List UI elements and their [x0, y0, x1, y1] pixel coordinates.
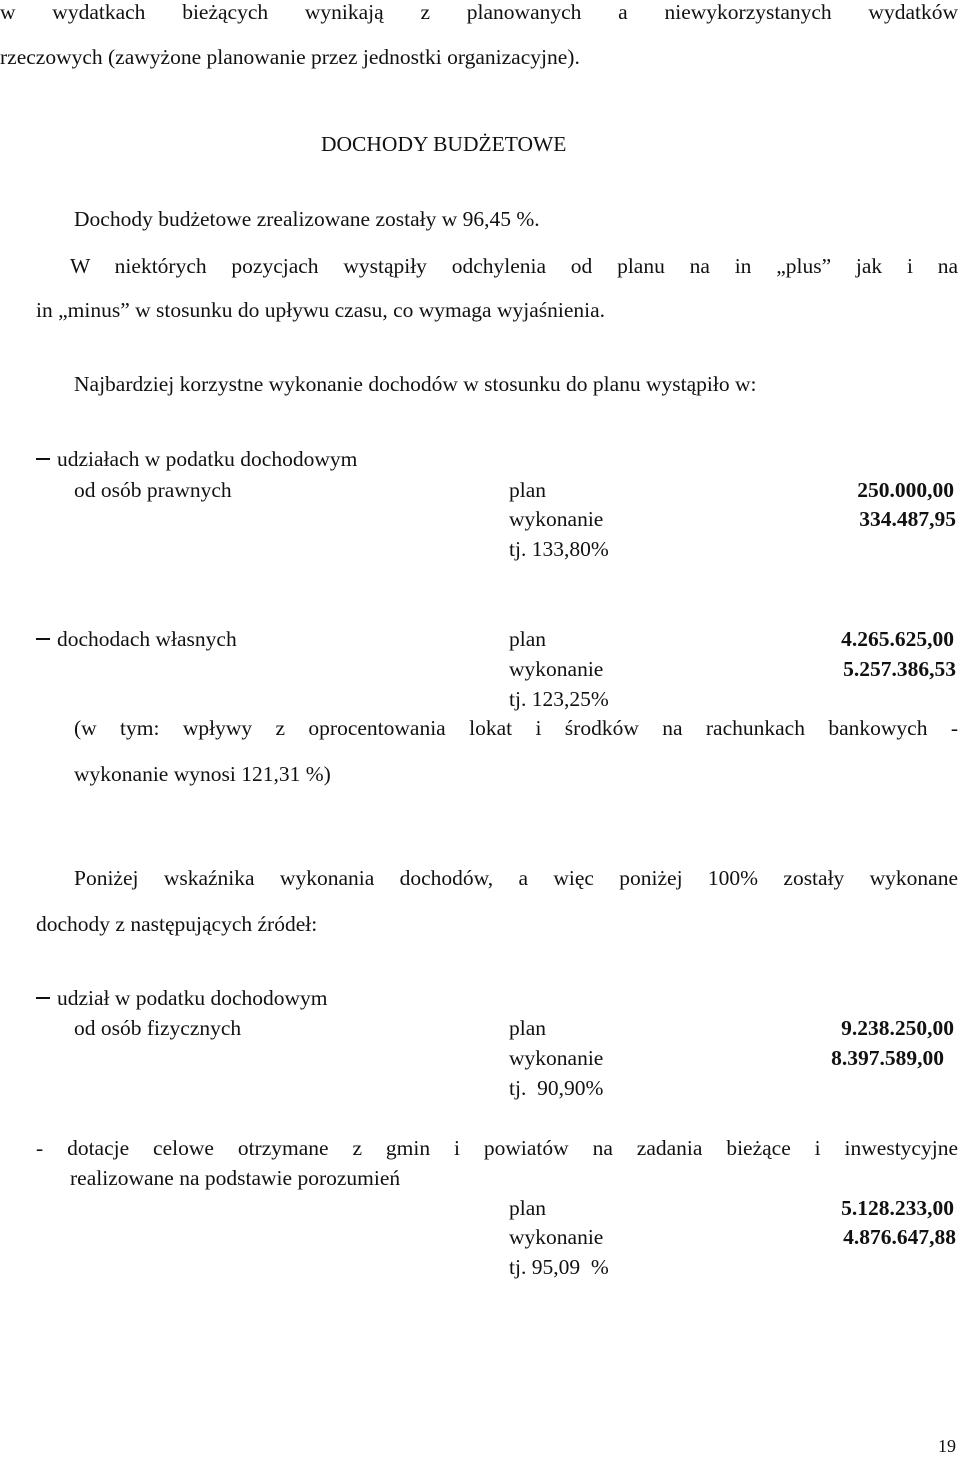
plan-label: plan — [509, 478, 547, 502]
plan-value: 250.000,00 — [857, 478, 954, 502]
percent-value: tj. 133,80% — [509, 537, 609, 561]
below-intro-line-1: Poniżej wskaźnika wykonania dochodów, a więc poniżej 100% zostały wykonane — [74, 866, 958, 890]
wykonanie-value: 4.876.647,88 — [843, 1225, 956, 1249]
summary-paragraph: Dochody budżetowe zrealizowane zostały w 96,45 %. — [74, 207, 540, 231]
wykonanie-label: wykonanie — [509, 507, 604, 531]
item-note-line-2: wykonanie wynosi 121,31 %) — [74, 762, 331, 786]
wykonanie-value: 8.397.589,00 — [831, 1046, 944, 1070]
item-title-cont: realizowane na podstawie porozumień — [70, 1166, 401, 1190]
wykonanie-value: 334.487,95 — [859, 507, 956, 531]
list-dash — [36, 997, 50, 999]
wykonanie-value: 5.257.386,53 — [843, 657, 956, 681]
plan-value: 5.128.233,00 — [841, 1196, 954, 1220]
section-heading: DOCHODY BUDŻETOWE — [321, 132, 567, 156]
list-dash — [36, 458, 50, 460]
plan-value: 9.238.250,00 — [841, 1016, 954, 1040]
item-title: udziałach w podatku dochodowym — [57, 447, 358, 471]
plan-label: plan — [509, 1016, 547, 1040]
below-intro-line-2: dochody z następujących źródeł: — [36, 912, 318, 936]
deviation-line-1: W niektórych pozycjach wystąpiły odchylenia od planu na in „plus” jak i na — [70, 254, 958, 278]
favorable-intro: Najbardziej korzystne wykonanie dochodów w stosunku do planu wystąpiło w: — [74, 372, 757, 396]
deviation-line-2: in „minus” w stosunku do upływu czasu, co wymaga wyjaśnienia. — [36, 298, 606, 322]
plan-label: plan — [509, 627, 547, 651]
wykonanie-label: wykonanie — [509, 1046, 604, 1070]
item-title-cont: od osób prawnych — [74, 478, 232, 502]
item-title: udział w podatku dochodowym — [57, 986, 328, 1010]
percent-value: tj. 95,09 % — [509, 1255, 609, 1279]
item-note-line-1: (w tym: wpływy z oprocentowania lokat i środków na rachunkach bankowych - — [74, 716, 958, 740]
intro-line-2: rzeczowych (zawyżone planowanie przez jednostki organizacyjne). — [0, 45, 580, 69]
list-dash — [36, 638, 50, 640]
intro-line-1: w wydatkach bieżących wynikają z planowanych a niewykorzystanych wydatków — [0, 0, 958, 24]
wykonanie-label: wykonanie — [509, 657, 604, 681]
percent-value: tj. 90,90% — [509, 1076, 604, 1100]
item-title-cont: od osób fizycznych — [74, 1016, 242, 1040]
wykonanie-label: wykonanie — [509, 1225, 604, 1249]
plan-value: 4.265.625,00 — [841, 627, 954, 651]
percent-value: tj. 123,25% — [509, 687, 609, 711]
item-title: - dotacje celowe otrzymane z gmin i powiatów na zadania bieżące i inwestycyjne — [36, 1136, 958, 1160]
item-title: dochodach własnych — [57, 627, 237, 651]
plan-label: plan — [509, 1196, 547, 1220]
page-number: 19 — [938, 1436, 956, 1456]
